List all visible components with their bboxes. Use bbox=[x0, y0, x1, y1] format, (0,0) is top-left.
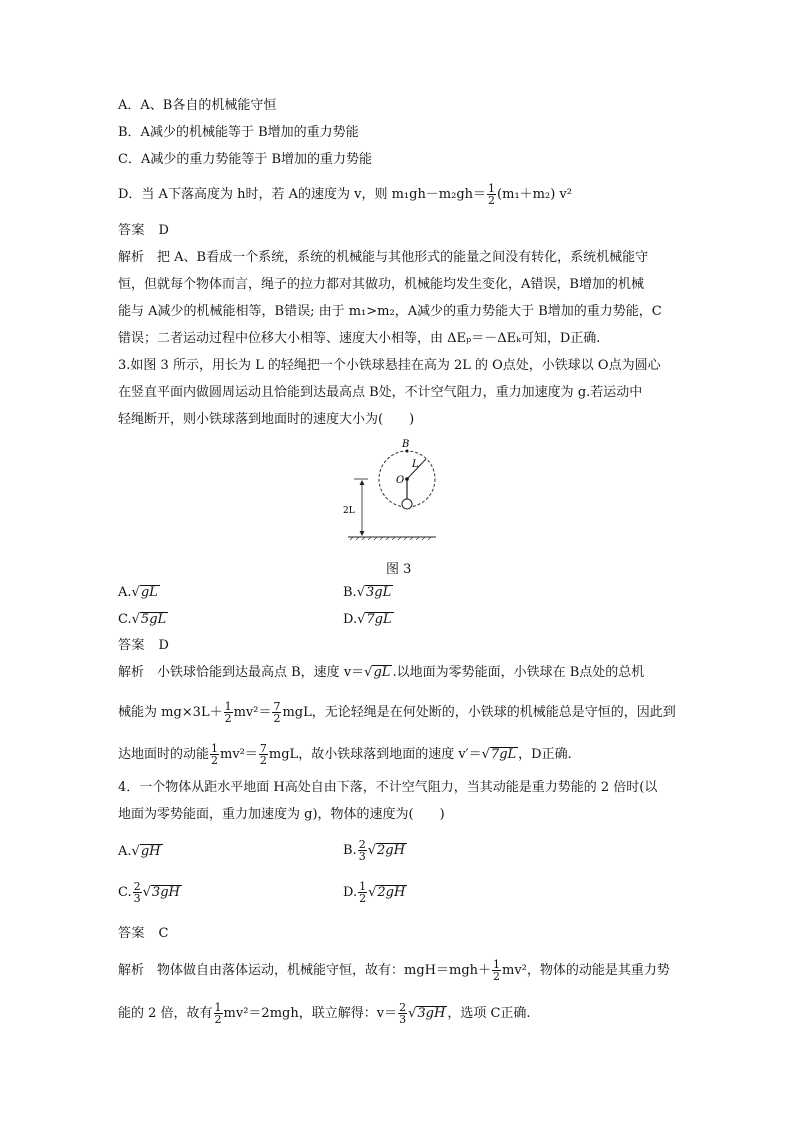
q3-option-c-radicand: 5gL bbox=[140, 612, 167, 627]
label-b: B bbox=[402, 439, 410, 450]
q3-option-d: D.√ 7gL bbox=[343, 611, 394, 629]
q2-option-d-suffix: (m₁＋m₂) v² bbox=[497, 187, 572, 202]
q4-analysis-line1: 解析 物体做自由落体运动，机械能守恒，故有：mgH＝mgh＋ $\frac{1}{2}$ mv²，物体的动能是其重力势 bbox=[118, 958, 670, 983]
q4-option-d: D. $\frac{1}{2}$ √ 2gH bbox=[343, 881, 407, 904]
height-arrow-down bbox=[360, 531, 365, 536]
q3-option-a-radicand: gL bbox=[140, 585, 158, 600]
q2-option-d bbox=[118, 183, 572, 206]
q4-stem-line2: 地面为零势能面，重力加速度为 g)，物体的速度为( ) bbox=[118, 807, 445, 822]
q3-option-a: A.√ gL bbox=[118, 584, 160, 602]
figure-3-diagram bbox=[340, 437, 450, 549]
figure-caption: 图 3 bbox=[386, 562, 412, 577]
q4-option-b: B. $\frac{2}{3}$ √ 2gH bbox=[343, 839, 407, 862]
pendulum-diagram bbox=[340, 437, 450, 549]
q4-option-a: A.√ gH bbox=[118, 843, 163, 861]
q3-answer: 答案 D bbox=[118, 638, 170, 653]
q4-answer: 答案 C bbox=[118, 926, 169, 941]
label-l: L bbox=[412, 459, 419, 470]
q3-analysis-line2: 械能为 mg×3L＋ $\frac{1}{2}$ mv²＝ $\frac{7}{2}$ mgL，无论轻绳是在何处断的，小铁球的机械能总是守恒的，因此到 bbox=[118, 700, 676, 725]
q2-option-d-prefix: D．当 A下落高度为 h时，若 A的速度为 v，则 m₁gh－m₂gh＝ bbox=[118, 187, 487, 202]
q3-option-c: C.√ 5gL bbox=[118, 611, 168, 629]
iron-ball bbox=[402, 499, 412, 509]
q3-stem-line3: 轻绳断开，则小铁球落到地面时的速度大小为( ) bbox=[118, 412, 415, 427]
q3-analysis-line3: 达地面时的动能 $\frac{1}{2}$ mv²＝ $\frac{7}{2}$ mgL，故小铁球落到地面的速度 v′＝√ 7gL ，D正确. bbox=[118, 743, 572, 766]
height-arrow-up bbox=[360, 480, 365, 485]
q2-option-c: C．A减少的重力势能等于 B增加的重力势能 bbox=[118, 152, 373, 167]
q3-stem-line1: 3.如图 3 所示，用长为 L 的轻绳把一个小铁球悬挂在高为 2L 的 O点处，小铁球以 O点为圆心 bbox=[118, 358, 661, 373]
q2-analysis-line1: 解析 把 A、B看成一个系统，系统的机械能与其他形式的能量之间没有转化，系统机械能守 bbox=[118, 250, 649, 265]
q2-analysis-line4: 错误；二者运动过程中位移大小相等、速度大小相等，由 ΔEₚ＝－ΔEₖ可知，D正确. bbox=[118, 331, 601, 346]
q3-stem-line2: 在竖直平面内做圆周运动且恰能到达最高点 B处，不计空气阻力，重力加速度为 g.若运动中 bbox=[118, 385, 643, 400]
q3-analysis-line1: 解析 小铁球恰能到达最高点 B，速度 v＝√ gL .以地面为零势能面，小铁球在 B点处的总机 bbox=[118, 664, 644, 682]
q3-option-b-radicand: 3gL bbox=[365, 585, 392, 600]
q2-analysis-line3: 能与 A减少的机械能相等，B错误; 由于 m₁>m₂，A减少的重力势能大于 B增加的重力势能，C bbox=[118, 304, 662, 319]
label-o: O bbox=[396, 475, 405, 486]
q2-option-b: B．A减少的机械能等于 B增加的重力势能 bbox=[118, 125, 359, 140]
q4-analysis-line2: 能的 2 倍，故有 $\frac{1}{2}$ mv²＝2mgh，联立解得：v＝ $\frac{2}{3}$ √ 3gH ，选项 C正确. bbox=[118, 1002, 531, 1025]
q2-option-d-fraction: $\frac{1}{2}$ bbox=[488, 182, 496, 207]
q4-option-c: C. $\frac{2}{3}$ √ 3gH bbox=[118, 881, 182, 904]
q3-option-d-radicand: 7gL bbox=[366, 612, 392, 627]
q2-answer: 答案 D bbox=[118, 223, 170, 238]
q4-stem-line1: 4．一个物体从距水平地面 H高处自由下落，不计空气阻力，当其动能是重力势能的 2 倍时(以 bbox=[118, 780, 658, 795]
label-2l: 2L bbox=[343, 506, 355, 516]
q2-analysis-line2: 恒，但就每个物体而言，绳子的拉力都对其做功，机械能均发生变化，A错误，B增加的机械 bbox=[118, 277, 644, 292]
q3-option-b: B.√ 3gL bbox=[343, 584, 393, 602]
q2-option-a: A．A、B各自的机械能守恒 bbox=[118, 98, 277, 113]
center-point bbox=[405, 477, 409, 481]
